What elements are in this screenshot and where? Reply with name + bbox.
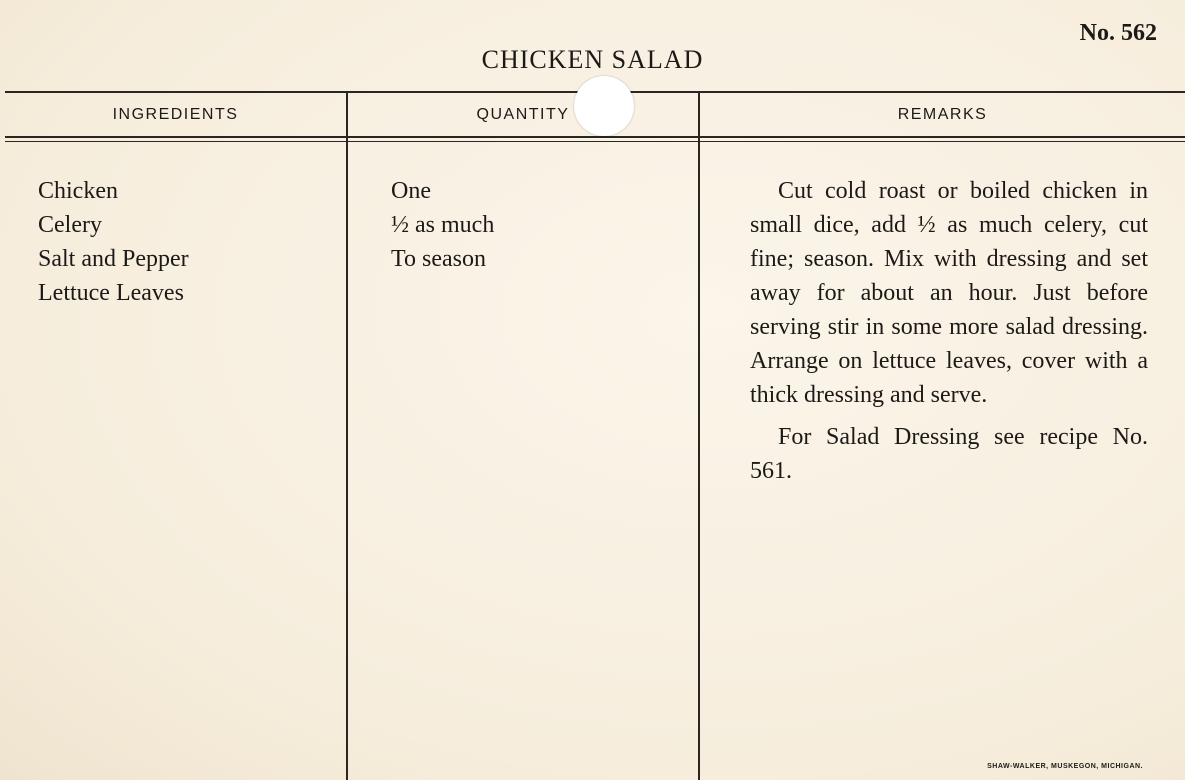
quantity-item: One xyxy=(391,178,431,204)
quantities-list xyxy=(391,174,494,276)
recipe-number: No. 562 xyxy=(1079,20,1157,46)
punch-hole xyxy=(574,76,634,136)
ingredients-list xyxy=(38,174,189,310)
ingredient-item: Chicken xyxy=(38,178,118,204)
remarks-text xyxy=(750,174,1148,496)
column-header-remarks: REMARKS xyxy=(897,106,988,123)
remarks-paragraph: Cut cold roast or boiled chicken in small dice, add ½ as much celery, cut fine; season. Mix with dressing and set away for about an hour. Just before serving stir in some more salad dressing. Arrange on lettuce leaves, cover with a thick dressing and serve. xyxy=(750,178,1148,408)
column-header-ingredients: INGREDIENTS xyxy=(112,106,239,123)
ingredient-item: Lettuce Leaves xyxy=(38,280,184,306)
header-bottom-rule xyxy=(5,136,1185,138)
ingredient-item: Salt and Pepper xyxy=(38,246,189,272)
quantity-item: To season xyxy=(391,246,486,272)
column-divider-2 xyxy=(698,91,700,780)
printer-imprint: SHAW-WALKER, MUSKEGON, MICHIGAN. xyxy=(987,763,1143,770)
column-header-quantity: QUANTITY xyxy=(476,106,570,123)
recipe-title: CHICKEN SALAD xyxy=(481,45,704,74)
remarks-paragraph: For Salad Dressing see recipe No. 561. xyxy=(750,424,1148,484)
header-bottom-rule-thin xyxy=(5,141,1185,142)
ingredient-item: Celery xyxy=(38,212,102,238)
quantity-item: ½ as much xyxy=(391,212,495,238)
column-divider-1 xyxy=(346,91,348,780)
